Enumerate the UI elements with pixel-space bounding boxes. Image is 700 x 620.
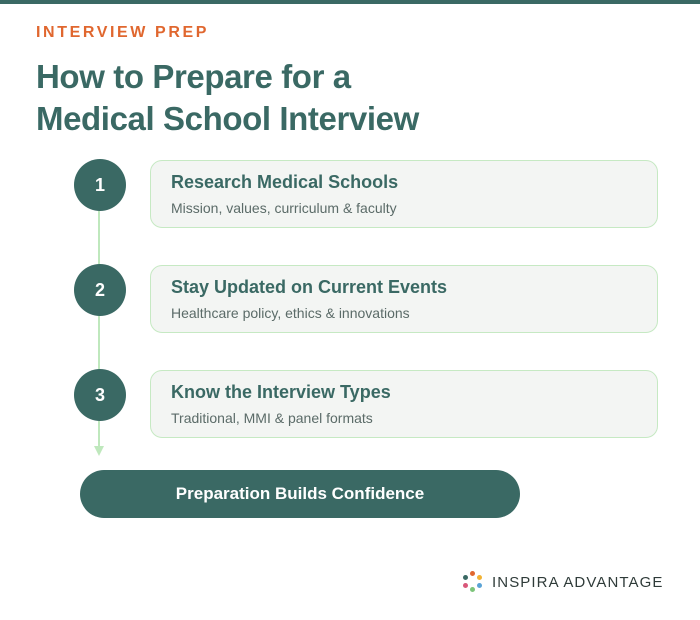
step-3-subtitle: Traditional, MMI & panel formats: [171, 410, 373, 426]
step-2-number-badge: [74, 264, 126, 316]
step-2-title: Stay Updated on Current Events: [171, 277, 448, 297]
step-1-number-badge: [74, 159, 126, 211]
step-2-subtitle: Healthcare policy, ethics & innovations: [171, 305, 410, 321]
title-line-1: How to Prepare for a: [36, 58, 351, 95]
step-1-subtitle: Mission, values, curriculum & faculty: [171, 200, 397, 216]
step-1-number: 1: [94, 174, 105, 195]
eyebrow-label: INTERVIEW PREP: [36, 24, 210, 41]
conclusion-banner: [80, 470, 520, 518]
step-1-card: [150, 160, 658, 228]
brand-logo-icon: [462, 571, 484, 593]
brand-name: INSPIRA ADVANTAGE: [492, 573, 664, 591]
title-line-2: Medical School Interview: [36, 100, 419, 137]
logo-dot: [477, 583, 482, 588]
logo-dot: [463, 583, 468, 588]
logo-dot: [470, 587, 475, 592]
logo-dot: [463, 575, 468, 580]
timeline-arrow-icon: [94, 446, 104, 456]
step-2-card: [150, 265, 658, 333]
step-3-number-badge: [74, 369, 126, 421]
logo-dot: [470, 571, 475, 576]
page-title: [36, 56, 419, 140]
conclusion-text: Preparation Builds Confidence: [175, 484, 425, 503]
step-3-title: Know the Interview Types: [171, 382, 391, 402]
step-3-number: 3: [94, 384, 105, 405]
top-accent-bar: [0, 0, 700, 4]
step-2-number: 2: [94, 279, 105, 300]
step-3-card: [150, 370, 658, 438]
brand-footer: [462, 571, 664, 593]
step-1-title: Research Medical Schools: [171, 172, 399, 192]
logo-dot: [477, 575, 482, 580]
